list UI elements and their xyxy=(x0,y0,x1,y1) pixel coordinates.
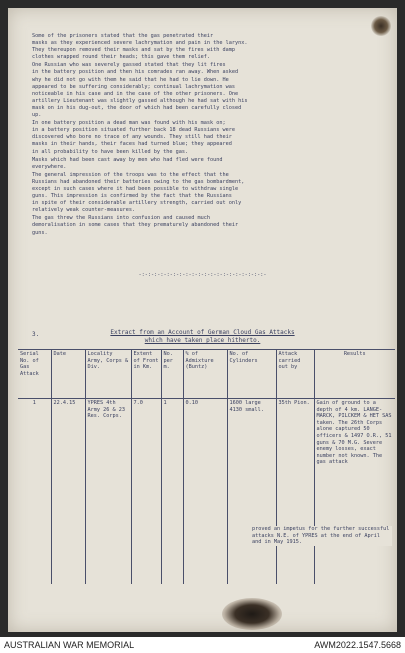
text-line: except in such cases where it had been possible to withdraw single xyxy=(32,185,239,192)
paragraph-3 xyxy=(32,120,384,155)
text-line: artillery Lieutenant was slightly gassed although he had sat with his xyxy=(32,97,248,104)
paragraph-1 xyxy=(32,33,384,61)
header-cylinders: No. of Cylinders xyxy=(227,350,276,399)
header-serial: Serial No. of Gas Attack xyxy=(20,351,39,377)
section-title-line: which have taken place hitherto. xyxy=(144,337,261,344)
cell-serial: 1 xyxy=(32,400,36,406)
text-line: noticeable in his case and in the case of the other prisoners. One xyxy=(32,90,239,97)
document-page xyxy=(8,8,397,632)
cell-date: 22.4.15 xyxy=(51,399,85,585)
footer-institution: AUSTRALIAN WAR MEMORIAL xyxy=(4,640,135,650)
text-line: They thereupon removed their masks and sat by the fires with damp xyxy=(32,47,236,54)
section-title xyxy=(8,329,397,345)
text-line: demoralisation in some cases that they prematurely abandoned their xyxy=(32,222,239,229)
cell-admixture: 0.10 xyxy=(183,399,227,585)
cell-extent: 7.0 xyxy=(131,399,161,585)
header-extent: Extent of Front in Km. xyxy=(131,350,161,399)
text-line: why he did not go with them he said that he had to lie down. He xyxy=(32,76,229,83)
cell-carried-out: 35th Pion. xyxy=(276,399,314,585)
results-continuation: proved an impetus for the further successful attacks N.E. of YPRES at the end of April and in May 1915. xyxy=(252,526,392,546)
text-line: Some of the prisoners stated that the gas penetrated their xyxy=(32,33,214,39)
text-line: clothes wrapped round their heads; this gave them relief. xyxy=(32,54,211,61)
paragraph-2 xyxy=(32,62,384,119)
burn-mark xyxy=(222,598,282,630)
section-number: 3. xyxy=(32,331,40,338)
text-line: in spite of their considerable artillery strength, carried out only xyxy=(32,200,242,207)
body-text xyxy=(32,33,384,238)
text-line: Russians had abandoned their batteries owing to the gas bombardment, xyxy=(32,178,245,185)
text-line: up. xyxy=(32,112,42,119)
text-line: discovered who bore no trace of any wounds. They still had their xyxy=(32,134,232,141)
text-line: Masks which had been cast away by men who had fled were found xyxy=(32,156,223,163)
text-line: in a battery position situated further back 18 dead Russians were xyxy=(32,127,236,134)
paragraph-5 xyxy=(32,172,384,215)
archive-footer xyxy=(0,637,405,653)
header-admixture: % of Admixture (Buntz) xyxy=(183,350,227,399)
section-title-line: Extract from an Account of German Cloud Gas Attacks xyxy=(110,329,295,336)
header-results: Results xyxy=(314,350,395,399)
cell-cylinders: 1600 large 4130 small. xyxy=(227,399,276,585)
text-line: in the battery position and then his comrades ran away. When asked xyxy=(32,69,239,76)
text-line: everywhere. xyxy=(32,163,67,170)
header-locality: Locality Army, Corps & Div. xyxy=(85,350,131,399)
text-line: The general impression of the troops was to the effect that the xyxy=(32,171,229,178)
text-line: In one battery position a dead man was found with his mask on; xyxy=(32,120,226,127)
text-line: guns. xyxy=(32,229,48,236)
text-line: in all probability to have been killed by the gas. xyxy=(32,148,189,155)
header-date: Date xyxy=(51,350,85,399)
header-carried-out: Attack carried out by xyxy=(276,350,314,399)
text-line: appeared to be suffering considerably; continual lachrymation was xyxy=(32,83,236,90)
table-row xyxy=(18,399,395,585)
separator-line: -:-:-:-:-:-:-:-:-:-:-:-:-:-:-:-:-:-:-:-:- xyxy=(138,272,267,278)
cell-locality: YPRES 4th Army 26 & 23 Res. Corps. xyxy=(85,399,131,585)
text-line: The gas threw the Russians into confusion and caused much xyxy=(32,215,211,222)
text-line: relatively weak counter-measures. xyxy=(32,207,136,214)
text-line: guns. This impression is confirmed by the fact that the Russians xyxy=(32,193,232,200)
footer-accession-number: AWM2022.1547.5668 xyxy=(314,640,401,650)
text-line: One Russian who was severely gassed stated that they lit fires xyxy=(32,62,226,69)
header-per-m: No. per m. xyxy=(161,350,183,399)
cell-per-m: 1 xyxy=(161,399,183,585)
text-line: masks as they experienced severe lachrymation and pain in the larynx. xyxy=(32,40,248,47)
paragraph-4 xyxy=(32,157,384,171)
text-line: masks in their hands, their faces had turned blue; they appeared xyxy=(32,141,232,148)
text-line: mask on in his dug-out, the door of which had been carefully closed xyxy=(32,104,242,111)
gas-attacks-table xyxy=(18,349,395,584)
cell-results: Gain of ground to a depth of 4 km. LANGE-MARCK, PILCKEM & HET SAS taken. The 26th Corps alone captured 50 officers & 1497 O.R., 51 guns & 70 M.G. Severe enemy losses, exact number not known. The gas attack xyxy=(314,399,395,585)
paragraph-6 xyxy=(32,215,384,236)
table-header-row xyxy=(18,350,395,399)
